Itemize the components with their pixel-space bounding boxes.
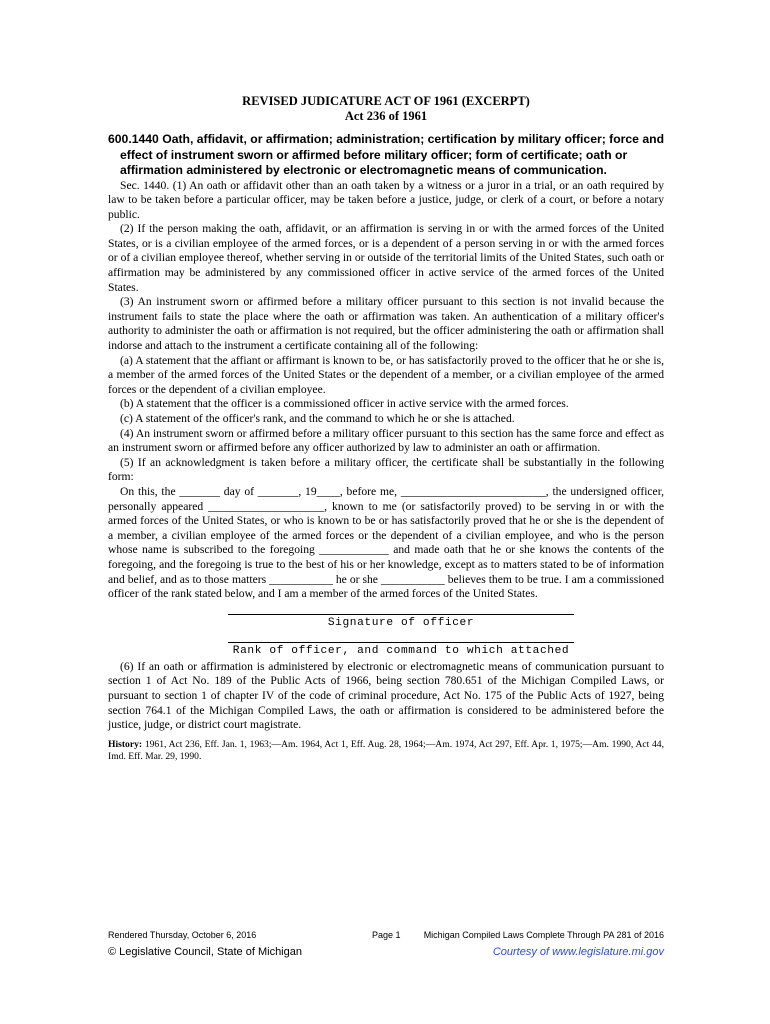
section-body	[108, 179, 664, 733]
paragraph-4: (4) An instrument sworn or affirmed before a military officer pursuant to this section has the same force and effect as an instrument sworn or affirmed before any officer authorized by law to administer an oath or affirmation.	[108, 426, 664, 455]
paragraph-3b: (b) A statement that the officer is a commissioned officer in active service with the armed forces.	[120, 397, 569, 411]
paragraph-3c: (c) A statement of the officer's rank, and the command to which he or she is attached.	[120, 412, 515, 425]
history-label: History:	[108, 738, 143, 750]
history-text: 1961, Act 236, Eff. Jan. 1, 1963;—Am. 1964, Act 1, Eff. Aug. 28, 1964;—Am. 1974, Act 297, Eff. Apr. 1, 1975;—Am. 1990, Act 44, Imd. Eff. Mar. 29, 1990.	[108, 738, 664, 762]
paragraph-2: (2) If the person making the oath, affidavit, or an affirmation is serving in or with the armed forces of the United States, or is a civilian employee of the armed forces, or is a dependent of a person serving in or with the armed forces or of a civilian employee thereof, whether serving in or outside of the territorial limits of the United States, such oath or affirmation may be administered by any commissioned officer in active service of the armed forces of the United States.	[108, 222, 664, 294]
signature-line	[228, 614, 574, 615]
rendered-date: Rendered Thursday, October 6, 2016	[108, 930, 257, 940]
signature-block	[228, 614, 574, 658]
compiled-laws-note: Michigan Compiled Laws Complete Through PA 281 of 2016	[423, 930, 664, 940]
paragraph-3: (3) An instrument sworn or affirmed before a military officer pursuant to this section is not invalid because the instrument fails to state the place where the oath or affirmation was taken. An authentication of a military officer's authority to administer the oath or affirmation is not required, but the officer administering the oath or affirmation shall indorse and attach to the instrument a certificate containing all of the following:	[108, 295, 664, 353]
courtesy-link[interactable]: Courtesy of www.legislature.mi.gov	[492, 946, 664, 958]
rank-label: Rank of officer, and command to which attached	[232, 644, 570, 657]
act-subtitle: Act 236 of 1961	[344, 109, 428, 123]
history-note	[108, 739, 664, 763]
footer-credits	[108, 946, 664, 960]
paragraph-5: (5) If an acknowledgment is taken before a military officer, the certificate shall be substantially in the following form:	[108, 455, 664, 484]
paragraph-3a: (a) A statement that the affiant or affirmant is known to be, or has satisfactorily proved to the officer that he or she is, a member of the armed forces of the United States or the dependent of a member, or a civilian employee of the armed forces or the dependent of a civilian employee.	[108, 353, 664, 396]
paragraph-6: (6) If an oath or affirmation is administered by electronic or electromagnetic means of communication pursuant to section 1 of Act No. 189 of the Public Acts of 1966, being section 780.651 of the Michigan Compiled Laws, or pursuant to section 1 of chapter IV of the code of criminal procedure, Act No. 175 of the Public Acts of 1927, being section 764.1 of the Michigan Compiled Laws, the oath or affirmation is considered to be administered before the justice, judge, or district court magistrate.	[108, 659, 664, 732]
section-heading: 600.1440 Oath, affidavit, or affirmation; administration; certification by military officer; force and effect of instrument sworn or affirmed before military officer; form of certificate; oath or affirmation administered by electronic or electromagnetic means of communication.	[108, 132, 665, 177]
rank-line	[228, 642, 574, 643]
footer-meta	[108, 930, 664, 942]
paragraph-1: Sec. 1440. (1) An oath or affidavit other than an oath taken by a witness or a juror in a trial, or an oath required by law to be taken before a particular officer, may be taken before a justice, judge, or clerk of a court, or before a notary public.	[108, 178, 664, 221]
page-number: Page 1	[372, 930, 401, 940]
certificate-form: On this, the _______ day of _______, 19____, before me, _________________________, the undersigned officer, personally appeared ____________________, known to me (or satisfactorily proved) to be serving in or with the armed forces of the United States, or who is known to be or has satisfactorily proved that he or she is the dependent of a member, a civilian employee of the armed forces or the dependent of a civilian employee, and who is the person whose name is subscribed to the foregoing ____________ and made oath that he or she knows the contents of the foregoing, and the foregoing is true to the best of his or her knowledge, except as to matters stated to be of information and belief, and as to those matters ___________ he or she ___________ believes them to be true. I am a commissioned officer of the rank stated below, and I am a member of the armed forces of the United States.	[108, 484, 664, 601]
document-title: REVISED JUDICATURE ACT OF 1961 (EXCERPT)	[242, 94, 530, 108]
document-page	[108, 94, 664, 763]
copyright-notice: © Legislative Council, State of Michigan	[108, 946, 302, 958]
signature-label: Signature of officer	[327, 616, 475, 629]
